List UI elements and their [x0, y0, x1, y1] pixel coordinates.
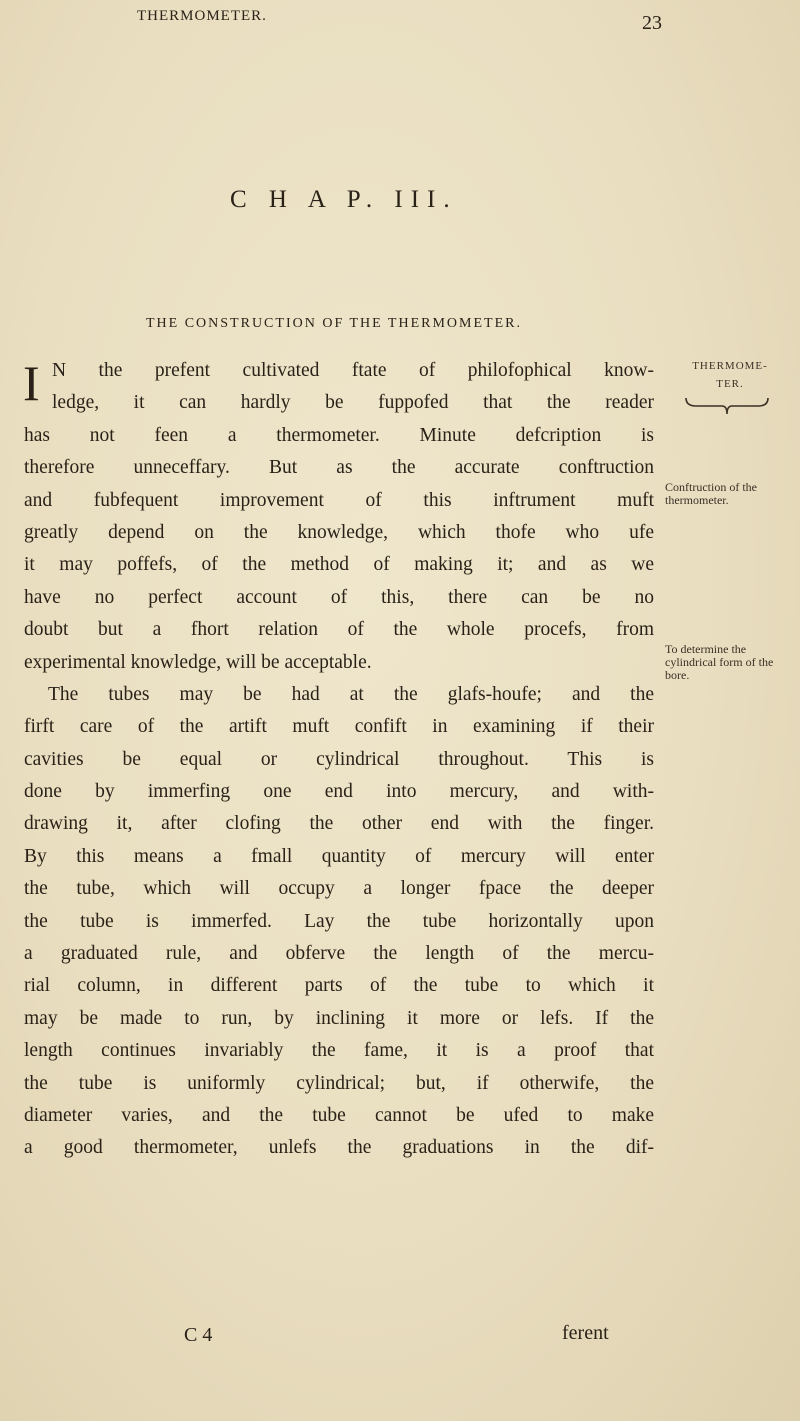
margin-note-line: TER.	[716, 378, 744, 390]
text-line: N the prefent cultivated ftate of philofophical know-	[52, 360, 654, 381]
text-line: have no perfect account of this, there can be no	[24, 586, 654, 608]
margin-note-construction: Conftruction of the thermometer.	[665, 480, 757, 507]
text-line: doubt but a fhort relation of the whole procefs, from	[24, 619, 654, 641]
text-line: cavities be equal or cylindrical throughout. This is	[24, 748, 654, 770]
text-line: experimental knowledge, will be acceptable.	[24, 651, 372, 673]
running-head: THERMOMETER.	[137, 8, 267, 24]
text-line: greatly depend on the knowledge, which thofe who ufe	[24, 521, 654, 543]
signature-mark: C 4	[184, 1324, 213, 1346]
text-line: has not feen a thermometer. Minute defcription is	[24, 424, 654, 446]
page-number: 23	[642, 12, 662, 34]
text-line: diameter varies, and the tube cannot be ufed to make	[24, 1104, 654, 1126]
chapter-title: C H A P. III.	[230, 186, 458, 213]
text-line: may be made to run, by inclining it more or lefs. If the	[24, 1007, 654, 1029]
margin-note-determine: To determine the cylindrical form of the bore.	[665, 642, 774, 682]
text-line: and fubfequent improvement of this inftrument muft	[24, 489, 654, 511]
text-line: length continues invariably the fame, it is a proof that	[24, 1040, 654, 1062]
body-text	[24, 355, 654, 1165]
brace-icon	[684, 396, 770, 416]
margin-note-thermometer	[662, 357, 798, 393]
catchword: ferent	[562, 1322, 609, 1344]
text-line: rial column, in different parts of the tube to which it	[24, 975, 654, 997]
text-line: the tube, which will occupy a longer fpace the deeper	[24, 878, 654, 900]
text-line: a graduated rule, and obferve the length of the mercu-	[24, 943, 654, 965]
text-line: the tube is uniformly cylindrical; but, if otherwife, the	[24, 1072, 654, 1094]
section-title: THE CONSTRUCTION OF THE THERMOMETER.	[146, 316, 522, 331]
text-line: a good thermometer, unlefs the graduations in the dif-	[24, 1137, 654, 1159]
text-line: firft care of the artift muft confift in examining if their	[24, 716, 654, 738]
text-line: the tube is immerfed. Lay the tube horizontally upon	[24, 910, 654, 932]
text-line: drawing it, after clofing the other end with the finger.	[24, 813, 654, 835]
text-line: done by immerfing one end into mercury, and with-	[24, 781, 654, 803]
text-line: therefore unneceffary. But as the accurate conftruction	[24, 457, 654, 479]
margin-note-line: THERMOME-	[692, 360, 768, 372]
text-line: By this means a fmall quantity of mercury will enter	[24, 845, 654, 867]
text-line: The tubes may be had at the glafs-houfe; and the	[48, 683, 654, 705]
text-line: ledge, it can hardly be fuppofed that the reader	[52, 392, 654, 414]
text-line: it may poffefs, of the method of making it; and as we	[24, 554, 654, 576]
drop-cap: I	[23, 355, 40, 411]
